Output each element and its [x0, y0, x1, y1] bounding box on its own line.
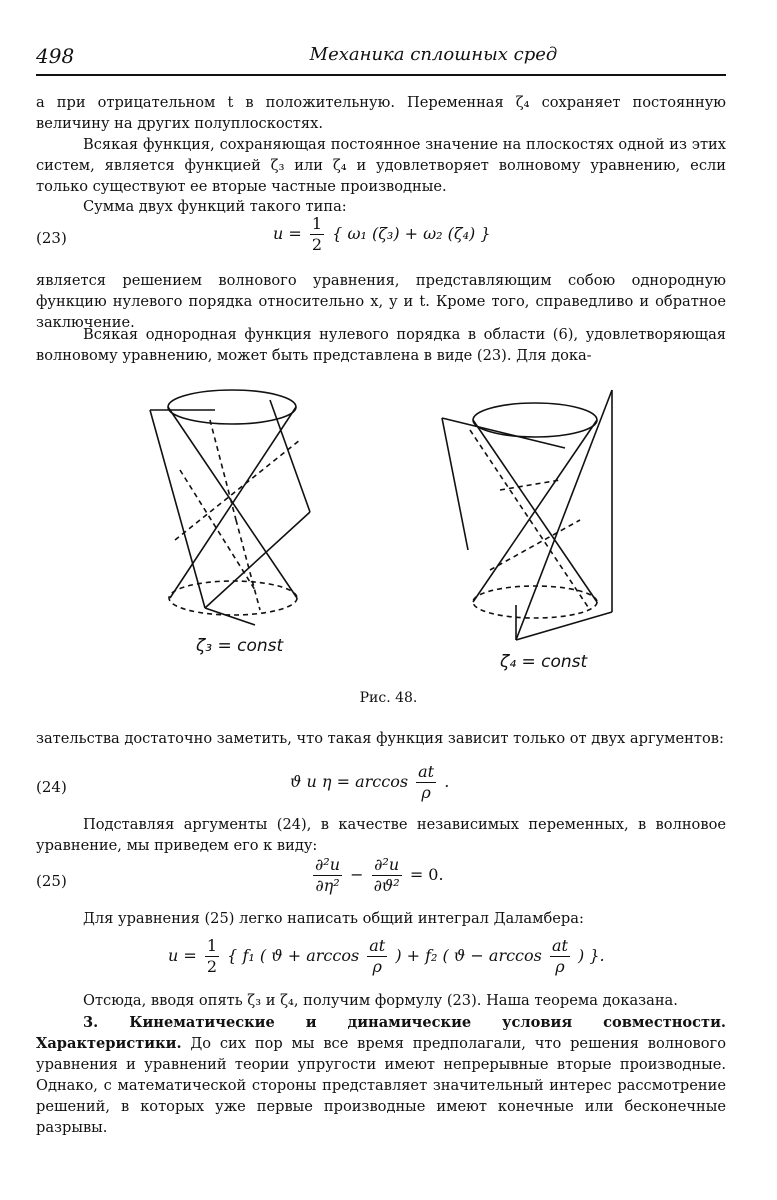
- eq25-rhs: = 0.: [409, 865, 444, 884]
- cone-figure-right: [442, 390, 612, 640]
- paragraph-9: Отсюда, вводя опять ζ₃ и ζ₄, получим формулу (23). Наша теорема доказана.: [83, 992, 678, 1009]
- paragraph-10: [36, 1012, 726, 1138]
- eq25-frac-1: [313, 855, 342, 896]
- equation-number-24: (24): [36, 778, 67, 796]
- running-title: Механика сплошных сред: [309, 44, 558, 65]
- eq25-den-1: ∂η²: [315, 876, 340, 895]
- equation-number-23: (23): [36, 229, 67, 247]
- eq23-frac-den: 2: [311, 235, 323, 254]
- eq26-at-b: at: [551, 936, 568, 955]
- section-heading: 3. Кинематические и динамические условия совместности. Характеристики.: [36, 1014, 726, 1052]
- eq26-lhs: u =: [168, 946, 197, 965]
- figure-48: [0, 370, 777, 700]
- eq26-rho-a: ρ: [372, 957, 382, 976]
- eq24-frac: [416, 762, 436, 803]
- cone-figure-left: [150, 390, 310, 625]
- eq26-mid: ) + f₂ ( ϑ − arccos: [395, 946, 542, 965]
- eq26-half-den: 2: [206, 957, 218, 976]
- header-rule: [36, 74, 726, 76]
- equation-25: [310, 855, 444, 896]
- eq24-left: ϑ и η = arccos: [290, 772, 409, 791]
- paragraph-3: Сумма двух функций такого типа:: [83, 198, 347, 215]
- figure-label-left: ζ₃ = const: [196, 636, 284, 656]
- eq26-at-a: at: [369, 936, 386, 955]
- eq25-num-1: ∂²u: [315, 855, 340, 874]
- equation-dalembert: [168, 936, 605, 977]
- eq26-end: ) }.: [578, 946, 605, 965]
- eq25-num-2: ∂²u: [372, 855, 402, 876]
- equation-24: [290, 762, 449, 803]
- paragraph-10-body: До сих пор мы все время предполагали, что решения волнового уравнения и уравнений теории упругости имеют непрерывные вторые производные. Однако, с математической стороны представляет значительный интерес рассмотрение решений, в которых уже первые производные имеют конечные или бесконечные разрывы.: [36, 1035, 726, 1136]
- eq26-f1: { f₁ ( ϑ + arccos: [227, 946, 360, 965]
- eq23-frac-num: 1: [311, 214, 323, 233]
- paragraph-1: а при отрицательном t в положительную. Переменная ζ₄ сохраняет постоянную величину на других полуплоскостях.: [36, 94, 726, 132]
- page-number: 498: [36, 44, 75, 68]
- eq25-minus: −: [350, 865, 364, 884]
- eq23-lhs: u =: [273, 224, 302, 243]
- eq25-frac-2: [372, 855, 402, 896]
- equation-number-25: (25): [36, 872, 67, 890]
- eq26-rho-b: ρ: [555, 957, 565, 976]
- figure-caption: Рис. 48.: [359, 690, 418, 706]
- equation-23: [273, 214, 491, 255]
- paragraph-7: Подставляя аргументы (24), в качестве независимых переменных, в волновое уравнение, мы приведем его к виду:: [36, 816, 726, 854]
- eq26-frac-b: [550, 936, 570, 977]
- paragraph-5: Всякая однородная функция нулевого порядка в области (6), удовлетворяющая волновому уравнению, может быть представлена в виде (23). Для дока-: [36, 326, 726, 364]
- eq26-frac-a: [367, 936, 387, 977]
- paragraph-2: Всякая функция, сохраняющая постоянное значение на плоскостях одной из этих систем, является функцией ζ₃ или ζ₄ и удовлетворяет волновому уравнению, если только существуют ее вторые частные производные.: [36, 136, 726, 195]
- figure-label-right: ζ₄ = const: [500, 652, 588, 672]
- eq23-rhs: { ω₁ (ζ₃) + ω₂ (ζ₄) }: [332, 224, 491, 243]
- eq26-half: [205, 936, 219, 977]
- eq24-frac-num: at: [418, 762, 435, 781]
- paragraph-8: Для уравнения (25) легко написать общий интеграл Даламбера:: [83, 910, 584, 927]
- right-top-ellipse: [473, 403, 597, 437]
- eq24-frac-den: ρ: [421, 783, 431, 802]
- eq24-end: .: [444, 772, 450, 791]
- paragraph-6: зательства достаточно заметить, что такая функция зависит только от двух аргументов:: [36, 730, 724, 747]
- eq26-half-num: 1: [206, 936, 218, 955]
- paragraph-4: является решением волнового уравнения, представляющим собою однородную функцию нулевого порядка относительно x, y и t. Кроме того, справедливо и обратное заключение.: [36, 272, 726, 331]
- eq25-den-2: ∂ϑ²: [373, 876, 400, 895]
- eq23-half: [310, 214, 324, 255]
